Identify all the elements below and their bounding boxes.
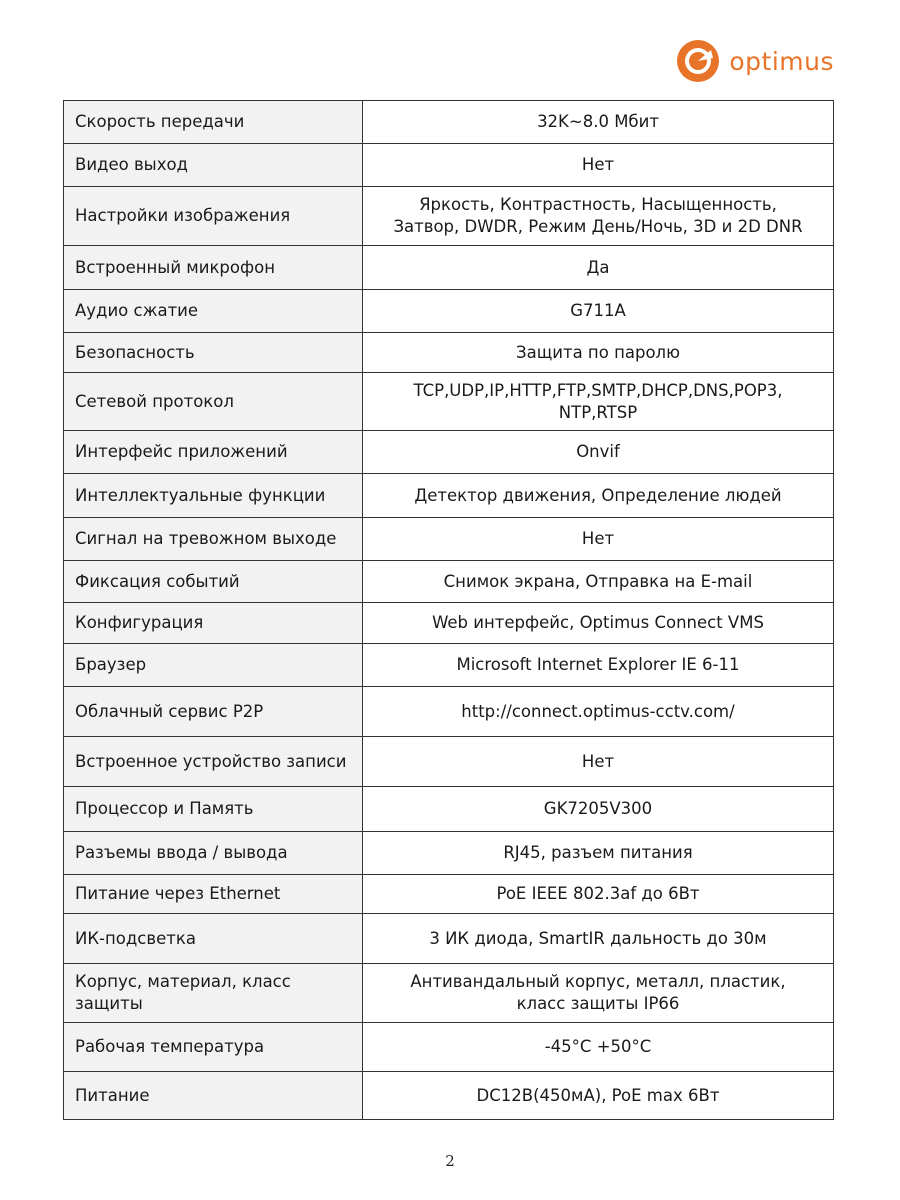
spec-label: Встроенный микрофон [64, 246, 363, 290]
spec-value: Да [363, 246, 834, 290]
page-number: 2 [445, 1152, 455, 1170]
spec-label: Корпус, материал, класс защиты [64, 964, 363, 1023]
spec-label: Интеллектуальные функции [64, 474, 363, 518]
spec-value: Нет [363, 518, 834, 561]
table-row [64, 431, 834, 474]
table-row [64, 687, 834, 737]
table-row [64, 875, 834, 914]
table-row [64, 144, 834, 187]
spec-label: ИК-подсветка [64, 914, 363, 964]
table-row [64, 603, 834, 644]
spec-value: 3 ИК диода, SmartIR дальность до 30м [363, 914, 834, 964]
table-row [64, 1023, 834, 1072]
table-row [64, 737, 834, 787]
spec-label: Фиксация событий [64, 561, 363, 603]
spec-label: Сетевой протокол [64, 373, 363, 431]
table-row [64, 333, 834, 373]
spec-label: Безопасность [64, 333, 363, 373]
spec-value: -45°C +50°C [363, 1023, 834, 1072]
brand-logo [675, 38, 834, 84]
optimus-logo-icon [675, 38, 721, 84]
table-row [64, 561, 834, 603]
table-row [64, 373, 834, 431]
spec-label: Питание [64, 1072, 363, 1120]
spec-label: Сигнал на тревожном выходе [64, 518, 363, 561]
spec-label: Процессор и Память [64, 787, 363, 832]
spec-value: Антивандальный корпус, металл, пластик, класс защиты IP66 [363, 964, 834, 1023]
table-row [64, 644, 834, 687]
spec-label: Браузер [64, 644, 363, 687]
spec-label: Скорость передачи [64, 101, 363, 144]
table-row [64, 290, 834, 333]
spec-value: DC12В(450мА), PoE max 6Вт [363, 1072, 834, 1120]
spec-value: Нет [363, 737, 834, 787]
spec-label: Рабочая температура [64, 1023, 363, 1072]
spec-label: Разъемы ввода / вывода [64, 832, 363, 875]
spec-label: Конфигурация [64, 603, 363, 644]
spec-label: Питание через Ethernet [64, 875, 363, 914]
spec-value: Яркость, Контрастность, Насыщенность, Затвор, DWDR, Режим День/Ночь, 3D и 2D DNR [363, 187, 834, 246]
spec-value: Нет [363, 144, 834, 187]
spec-value: Microsoft Internet Explorer IE 6-11 [363, 644, 834, 687]
spec-label: Облачный сервис P2P [64, 687, 363, 737]
spec-label: Встроенное устройство записи [64, 737, 363, 787]
table-row [64, 518, 834, 561]
spec-value: TCP,UDP,IP,HTTP,FTP,SMTP,DHCP,DNS,POP3, NTP,RTSP [363, 373, 834, 431]
spec-label: Аудио сжатие [64, 290, 363, 333]
spec-value: PoE IEEE 802.3af до 6Вт [363, 875, 834, 914]
spec-value: 32K~8.0 Мбит [363, 101, 834, 144]
spec-value: Web интерфейс, Optimus Connect VMS [363, 603, 834, 644]
spec-value: G711A [363, 290, 834, 333]
spec-value: Детектор движения, Определение людей [363, 474, 834, 518]
specifications-table [63, 100, 834, 1120]
spec-label: Интерфейс приложений [64, 431, 363, 474]
table-row [64, 1072, 834, 1120]
table-row [64, 474, 834, 518]
spec-value: GK7205V300 [363, 787, 834, 832]
brand-name: optimus [729, 46, 834, 76]
table-row [64, 964, 834, 1023]
spec-value: http://connect.optimus-cctv.com/ [363, 687, 834, 737]
table-row [64, 914, 834, 964]
spec-value: RJ45, разъем питания [363, 832, 834, 875]
table-row [64, 187, 834, 246]
spec-label: Видео выход [64, 144, 363, 187]
table-row [64, 101, 834, 144]
table-row [64, 787, 834, 832]
table-row [64, 832, 834, 875]
spec-label: Настройки изображения [64, 187, 363, 246]
table-row [64, 246, 834, 290]
spec-value: Снимок экрана, Отправка на E-mail [363, 561, 834, 603]
spec-value: Onvif [363, 431, 834, 474]
spec-value: Защита по паролю [363, 333, 834, 373]
